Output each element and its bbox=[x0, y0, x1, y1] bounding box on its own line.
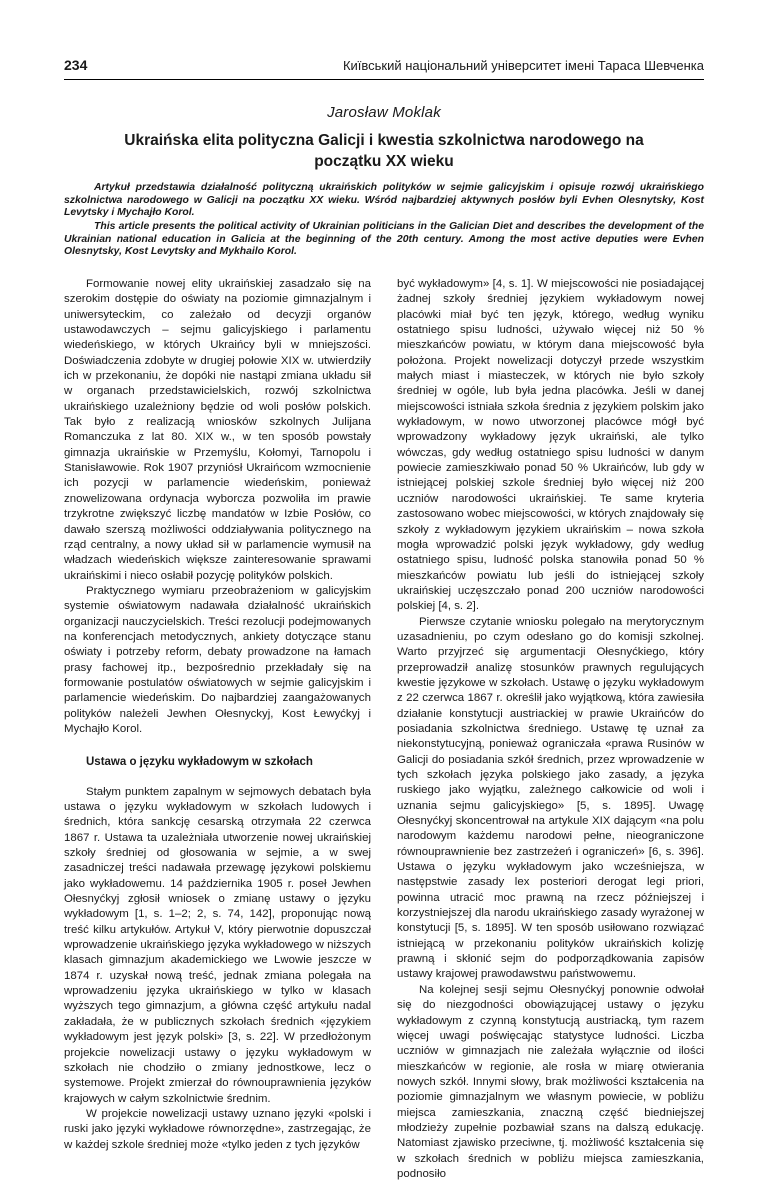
body-paragraph: być wykładowym» [4, s. 1]. W miejscowości nie posiadającej żadnej szkoły średniej językiem wykładowym nowej placówki miał być ten język, którego, według wyniku ostatniego spisu ludności, używało więcej niż 50 % mieszkańców powiatu, w którym dana miejscowość była położona. Projekt nowelizacji dotyczył przede wszystkim małych miast i miasteczek, w których nie było szkoły średniej w ogóle, lub była jedna placówka. Jeśli w danej miejscowości istniała szkoła średnia z językiem polskim jako wykładowym, w nowo utworzonej placówce mógł być wprowadzony wykładowy język ukraiński, ale tylko wówczas, gdy według ostatniego spisu ludności w danym powiecie zamieszkiwało ponad 50 % Ukraińców, lub gdy w istniejącej polskiej szkole średniej było więcej niż 200 uczniów narodowości ukraińskiej. Te same kryteria zastosowano wobec miejscowości, w których znajdowały się szkoły z wykładowym językiem ukraińskim – nowa szkoła mogła wprowadzić polski język wykładowy, gdy według ostatniego spisu, ludność polska stanowiła ponad 50 % mieszkańców powiatu lub jeśli do istniejącej szkoły ukraińskiej uczęszczało ponad 200 uczniów narodowości polskiej [4, s. 2]. bbox=[397, 278, 704, 613]
body-paragraph: Praktycznego wymiaru przeobrażeniom w galicyjskim systemie oświatowym nadawała działalność ukraińskich organizacji nauczycielskich. Treści rezolucji podejmowanych na konferencjach metodycznych, ankiety dotyczące stanu oświaty i potrzeby reform, debaty prowadzone na łamach prasy fachowej itp., bezpośrednio przekładały się na formowanie postulatów oświatowych w sejmie galicyjskim i parlamencie wiedeńskim. Do najbardziej zaangażowanych polityków należeli Jewhen Ołesnyckyj, Kost Łewyćkyj i Mychajło Korol. bbox=[64, 584, 371, 735]
body-paragraph: Stałym punktem zapalnym w sejmowych debatach była ustawa o języku wykładowym w szkołach ludowych i średnich, która sankcję cesarską otrzymała 22 czerwca 1867 r. Ustawa ta uzależniała utworzenie nowej ukraińskiej szkoły średniej od głosowania w sejmie, a w swej zasadniczej treści nadawała przewagę językowi polskiemu jako wykładowemu. 14 października 1905 r. poseł Jewhen Ołesnyćkyj zgłosił wniosek o zmianę ustawy o języku wykładowym [1, s. 1–2; 2, s. 74, 142], proponując nową treść kilku artykułów. Artykuł V, który pierwotnie dopuszczał wprowadzenie ukraińskiego języka wykładowego w niższych klasach gimnazjum akademickiego we Lwowie jeszcze w 1874 r. uzyskał nową treść, jednak zmiana polegała na wprowadzeniu języka ukraińskiego w tylko w klasach wyższych tego gimnazjum, a główna część artykułu nadal zakładała, że w publicznych szkołach średnich «językiem wykładowym jest język polski» [3, s. 22]. W przedłożonym projekcie nowelizacji ustawy o języku wykładowym w szkołach nie chodziło o zmiany jednostkowe, lecz o systemowe. Projekt zmierzał do równouprawnienia języków krajowych w całym szkolnictwie średnim. bbox=[64, 785, 371, 1105]
body-paragraph: Na kolejnej sesji sejmu Ołesnyćkyj ponownie odwołał się do niezgodności obowiązującej ustawy o języku wykładowym z czynną konstytucją austriacką, tym razem więcej uwagi poświęcając statystyce ludności. Liczba uczniów w gimnazjach nie zależała wyłącznie od ilości mieszkańców w regionie, ale rosła w miarę otwierania nowych szkół. Innymi słowy, brak możliwości kształcenia na poziomie gimnazjalnym we własnym powiecie, w pobliżu miejsca zamieszkania, znaczną część biedniejszej młodzieży zupełnie pozbawiał szans na dalszą edukację. Natomiast zjawisko przeciwne, tj. możliwość kształcenia się w szkołach średnich w pobliżu miejsca zamieszkania, podnosiło bbox=[397, 983, 704, 1180]
journal-title: Київський національний університет імені Тараса Шевченка bbox=[342, 58, 704, 73]
body-paragraph: Formowanie nowej elity ukraińskiej zasadzało się na szerokim dostępie do oświaty na poziomie gimnazjalnym i uniwersyteckim, co zależało od decyzji organów ustawodawczych – sejmu galicyjskiego i parlamentu wiedeńskiego, w których Ukraińcy byli w mniejszości. Doświadczenia zdobyte w drugiej połowie XIX w. utwierdziły ich w przekonaniu, że dopóki nie nastąpi zmiana układu sił w organach przedstawicielskich, rozwój szkolnictwa ukraińskiego uzależniony będzie od woli posłów polskich. Tak było z realizacją wniosków szkolnych Julijana Romanczuka z lat 80. XIX w., w ten sposób powstały gimnazja ukraińskie w Przemyślu, Kołomyi, Tarnopolu i Stanisławowie. Rok 1907 przyniósł Ukraińcom wzmocnienie ich pozycji w parlamencie wiedeńskim, ponieważ znowelizowana ordynacja wyborcza pozwoliła im prawie trzykrotne zwiększyć liczbę mandatów w Izbie Posłów, co dawało szerszą możliwości oddziaływania politycznego na rząd centralny, a nowy układ sił w parlamencie wymusił na władzach wiedeńskich większe zainteresowanie sprawami ukraińskimi i nieco osłabił pozycję polityków polskich. bbox=[64, 278, 371, 582]
right-column bbox=[397, 277, 704, 1182]
running-header bbox=[64, 55, 704, 80]
article-title: Ukraińska elita polityczna Galicji i kwestia szkolnictwa narodowego na początku XX wieku bbox=[124, 132, 644, 170]
abstract-polish: Artykuł przedstawia działalność polityczną ukraińskich polityków w sejmie galicyjskim i opisuje rozwój ukraińskiego szkolnictwa narodowego w Galicji na początku XX wieku. Wśród najbardziej aktywnych posłów byli Evhen Olesnytsky, Kost Levytsky i Mychajło Korol. bbox=[64, 182, 704, 218]
page-number: 234 bbox=[64, 57, 88, 73]
body-paragraph: Pierwsze czytanie wniosku polegało na merytorycznym uzasadnieniu, po czym odesłano go do komisji szkolnej. Warto przyjrzeć się argumentacji Ołesnyćkiego, który przeprowadził analizę stosunków prawnych regulujących kwestie językowe w szkołach. Ustawę o języku wykładowym z 22 czerwca 1867 r. określił jako wyjątkową, która zawiesiła działanie konstytucji austriackiej w prawie Ukraińców do posiadania szkolnictwa średniego. Ustawę tę uznał za niekonstytucyjną, ponieważ ograniczała «prawa Rusinów w Galicji do posiadania szkół średnich, przez wprowadzenie w tych szkołach języka polskiego jako zasady, a języka ruskiego jako wyjątku, zależnego całkowicie od woli i uznania sejmu galicyjskiego» [5, s. 1895]. Uwagę Ołesnyćkyj skoncentrował na artykule XIX dającym «na polu narodowym każdemu narodowi pełne, nieograniczone równouprawnienie bez zastrzeżeń i ograniczeń» [6, s. 396]. Ustawa o języku wykładowym jako wcześniejsza, w następstwie zasady lex posteriori derogat legi priori, powinna utracić moc prawną na rzecz późniejszej i korzystniejszej dla narodu ukraińskiego zasady wyrażonej w konstytucji [5, s. 1895]. W ten sposób usiłowano rozwiązać istniejącą w przekonaniu polityków ukraińskich kolizję prawną i skłonić sejm do podporządkowania zapisów ustawy krajowej prawodawstwu państwowemu. bbox=[397, 615, 704, 981]
article-author: Jarosław Moklak bbox=[327, 104, 441, 121]
section-heading: Ustawa o języku wykładowym w szkołach bbox=[86, 756, 313, 769]
abstract-english: This article presents the political activity of Ukrainian politicians in the Galician Diet and describes the development of the Ukrainian national education in Galicia at the beginning of the 20th century. Among the most active deputies were Evhen Olesnytsky, Kost Levytsky and Mykhailo Korol. bbox=[64, 221, 704, 257]
body-paragraph: W projekcie nowelizacji ustawy uznano języki «polski i ruski jako języki wykładowe równorzędne», zastrzegając, że w każdej szkole średniej może «tylko jeden z tych języków bbox=[64, 1107, 371, 1151]
left-column bbox=[64, 277, 371, 1153]
